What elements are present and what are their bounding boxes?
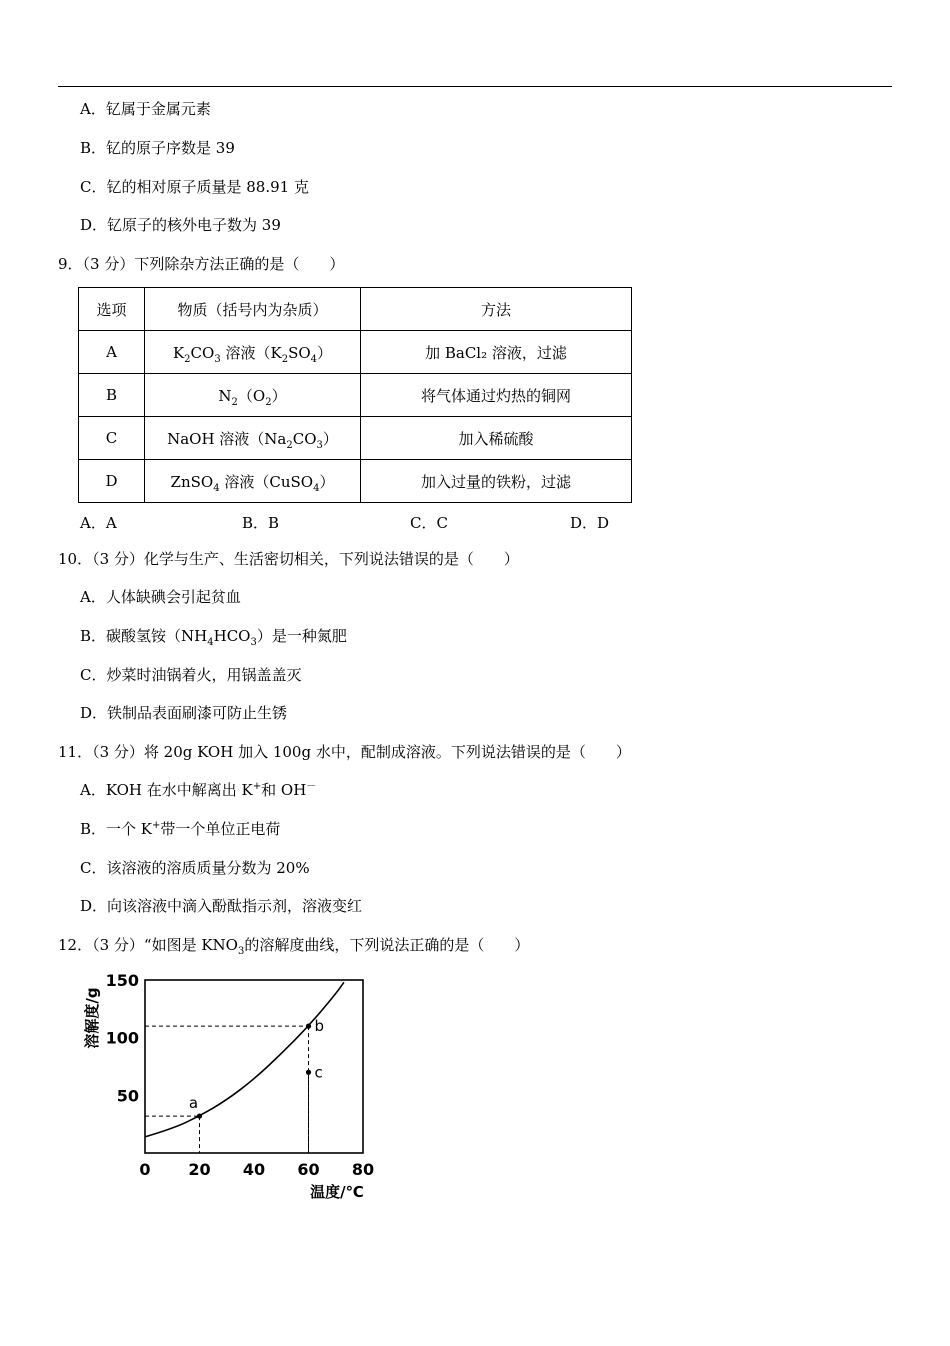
q9-answer-a: A．A [80, 514, 117, 532]
q8-option-a: A．钇属于金属元素 [80, 100, 211, 118]
table-cell-key: C [79, 417, 145, 460]
q9-answer-c: C．C [410, 514, 448, 532]
table-cell-method: 加入稀硫酸 [361, 417, 632, 460]
point-label: a [188, 1094, 199, 1113]
table-header: 选项 [79, 288, 145, 331]
plot-frame [145, 980, 363, 1153]
table-header: 方法 [361, 288, 632, 331]
q9-stem: 9．（3 分）下列除杂方法正确的是（ ） [58, 255, 345, 273]
point-label: b [314, 1017, 325, 1036]
table-row [79, 460, 632, 503]
data-point [306, 1070, 311, 1075]
table-cell-key: D [79, 460, 145, 503]
table-cell-substance: $K_2CO_3$ 溶液$(K_2SO_4)$ [145, 331, 361, 374]
x-axis-label: 温度/℃ [310, 1183, 364, 1201]
table-cell-key: B [79, 374, 145, 417]
x-tick-label: 80 [351, 1160, 375, 1179]
solubility-chart [75, 960, 385, 1210]
data-point [306, 1024, 311, 1029]
q11-stem: 11．（3 分）将 20g KOH 加入 100g 水中，配制成溶液。下列说法错误的是（ ） [58, 743, 631, 761]
table-row [79, 331, 632, 374]
y-tick-label: 150 [105, 971, 139, 990]
x-tick-label: 40 [242, 1160, 266, 1179]
table-cell-substance: NaOH 溶液$(Na_2CO_3)$ [145, 417, 361, 460]
q11-option-a: A．KOH 在水中解离出 K+和 OH－ [80, 781, 317, 799]
q10-option-a: A．人体缺碘会引起贫血 [80, 588, 241, 606]
q9-answer-d: D．D [570, 514, 610, 532]
q8-option-c: C．钇的相对原子质量是 88.91 克 [80, 178, 309, 196]
q11-option-c: C．该溶液的溶质质量分数为 20% [80, 859, 310, 877]
q9-table [78, 287, 632, 503]
q11-option-b: B．一个 K+带一个单位正电荷 [80, 820, 281, 838]
q12-stem: 12．（3 分）“如图是 $KNO_3$的溶解度曲线，下列说法正确的是（ ） [58, 936, 530, 957]
table-cell-method: 将气体通过灼热的铜网 [361, 374, 632, 417]
table-header-row [79, 288, 632, 331]
table-cell-method: 加入过量的铁粉，过滤 [361, 460, 632, 503]
table-row [79, 417, 632, 460]
table-cell-key: A [79, 331, 145, 374]
y-axis-label: 溶解度/g [83, 987, 101, 1049]
solubility-curve [145, 982, 344, 1137]
table-cell-substance: ZnSO$_4$ 溶液（CuSO$_4$） [145, 460, 361, 503]
x-tick-label: 60 [297, 1160, 320, 1179]
q8-option-b: B．钇的原子序数是 39 [80, 139, 235, 157]
table-row [79, 374, 632, 417]
point-label: c [314, 1063, 323, 1082]
table-header: 物质（括号内为杂质） [145, 288, 361, 331]
q11-option-d: D．向该溶液中滴入酚酞指示剂，溶液变红 [80, 897, 363, 915]
header-rule [58, 86, 892, 87]
table-cell-substance: $N_2(O_2)$ [145, 374, 361, 417]
q8-option-d: D．钇原子的核外电子数为 39 [80, 216, 281, 234]
data-point [197, 1113, 202, 1118]
q10-option-c: C．炒菜时油锅着火，用锅盖盖灭 [80, 666, 302, 684]
q10-option-d: D．铁制品表面刷漆可防止生锈 [80, 704, 288, 722]
q9-answer-b: B．B [242, 514, 280, 532]
q10-stem: 10．（3 分）化学与生产、生活密切相关，下列说法错误的是（ ） [58, 550, 519, 568]
y-tick-label: 50 [116, 1086, 139, 1106]
table-cell-method: 加 BaCl₂ 溶液，过滤 [361, 331, 632, 374]
x-tick-label: 0 [139, 1160, 151, 1179]
q10-option-b: B．碳酸氢铵$(NH_4HCO_3)$是一种氮肥 [80, 627, 347, 648]
x-tick-label: 20 [188, 1160, 211, 1179]
y-tick-label: 100 [105, 1028, 139, 1048]
